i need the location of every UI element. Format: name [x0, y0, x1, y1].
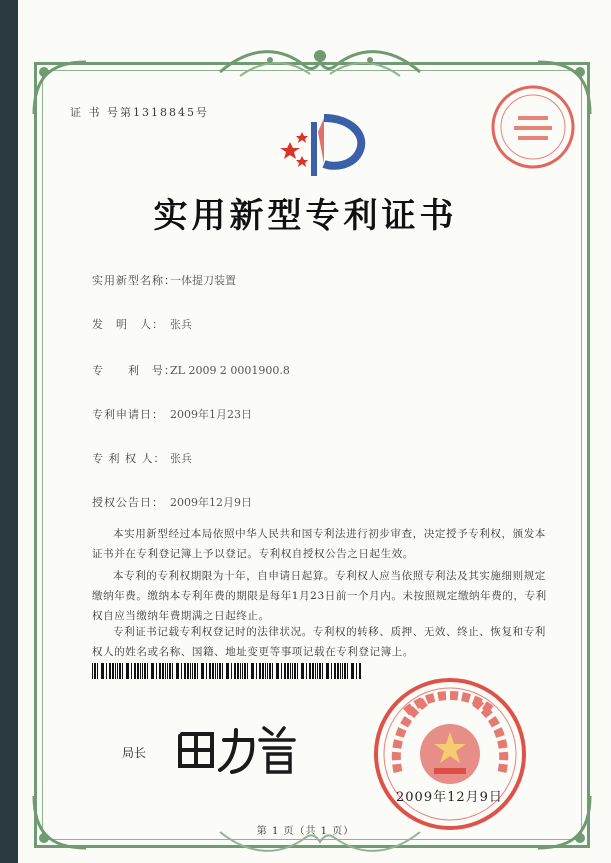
patent-office-logo-icon [280, 112, 370, 182]
scan-left-edge [0, 0, 18, 863]
field-utility-model-name [92, 272, 236, 288]
body-paragraph: 专利证书记载专利权登记时的法律状况。专利权的转移、质押、无效、终止、恢复和专利权人的姓名或名称、国籍、地址变更等事项记载在专利登记簿上。 [92, 626, 546, 658]
field-label: 专 利 号： [92, 364, 176, 377]
certificate-title: 实用新型专利证书 [153, 196, 458, 236]
field-value: 2009年1月23日 [170, 408, 252, 421]
field-application-date [92, 406, 252, 422]
field-value: 张兵 [170, 318, 192, 331]
official-seal-small-icon [488, 82, 578, 172]
field-value: 张兵 [170, 452, 192, 465]
barcode-icon [92, 663, 362, 679]
field-grant-date [92, 494, 252, 510]
director-signature-icon [172, 718, 302, 778]
body-paragraph: 本实用新型经过本局依照中华人民共和国专利法进行初步审查，决定授予专利权，颁发本证书并在专利登记簿上予以登记。专利权自授权公告之日起生效。 [92, 528, 546, 560]
field-value: 一体提刀装置 [170, 274, 236, 287]
field-label: 实用新型名称： [92, 274, 176, 287]
top-ornament-icon [210, 36, 430, 86]
field-patent-number [92, 362, 290, 378]
official-seal-icon [372, 676, 528, 832]
issue-date: 2009年12月9日 [396, 790, 503, 805]
field-value: 2009年12月9日 [170, 496, 252, 509]
field-label: 发 明 人： [92, 318, 164, 331]
page-number: 第 1 页（共 1 页） [256, 826, 355, 837]
field-value: ZL 2009 2 0001900.8 [170, 364, 290, 377]
field-label: 专 利 权 人： [92, 452, 166, 465]
field-label: 授权公告日： [92, 496, 164, 509]
field-inventor [92, 316, 192, 332]
body-paragraph: 本专利的专利权期限为十年，自申请日起算。专利权人应当依照专利法及其实施细则规定缴纳年费。缴纳本专利年费的期限是每年1月23日前一个月内。未按照规定缴纳年费的，专利权自应当缴纳年费期满之日起终止。 [92, 570, 547, 622]
field-label: 专利申请日： [92, 408, 164, 421]
field-patentee [92, 450, 192, 466]
director-label: 局长 [122, 746, 147, 760]
certificate-number: 证 书 号第1318845号 [70, 106, 209, 119]
